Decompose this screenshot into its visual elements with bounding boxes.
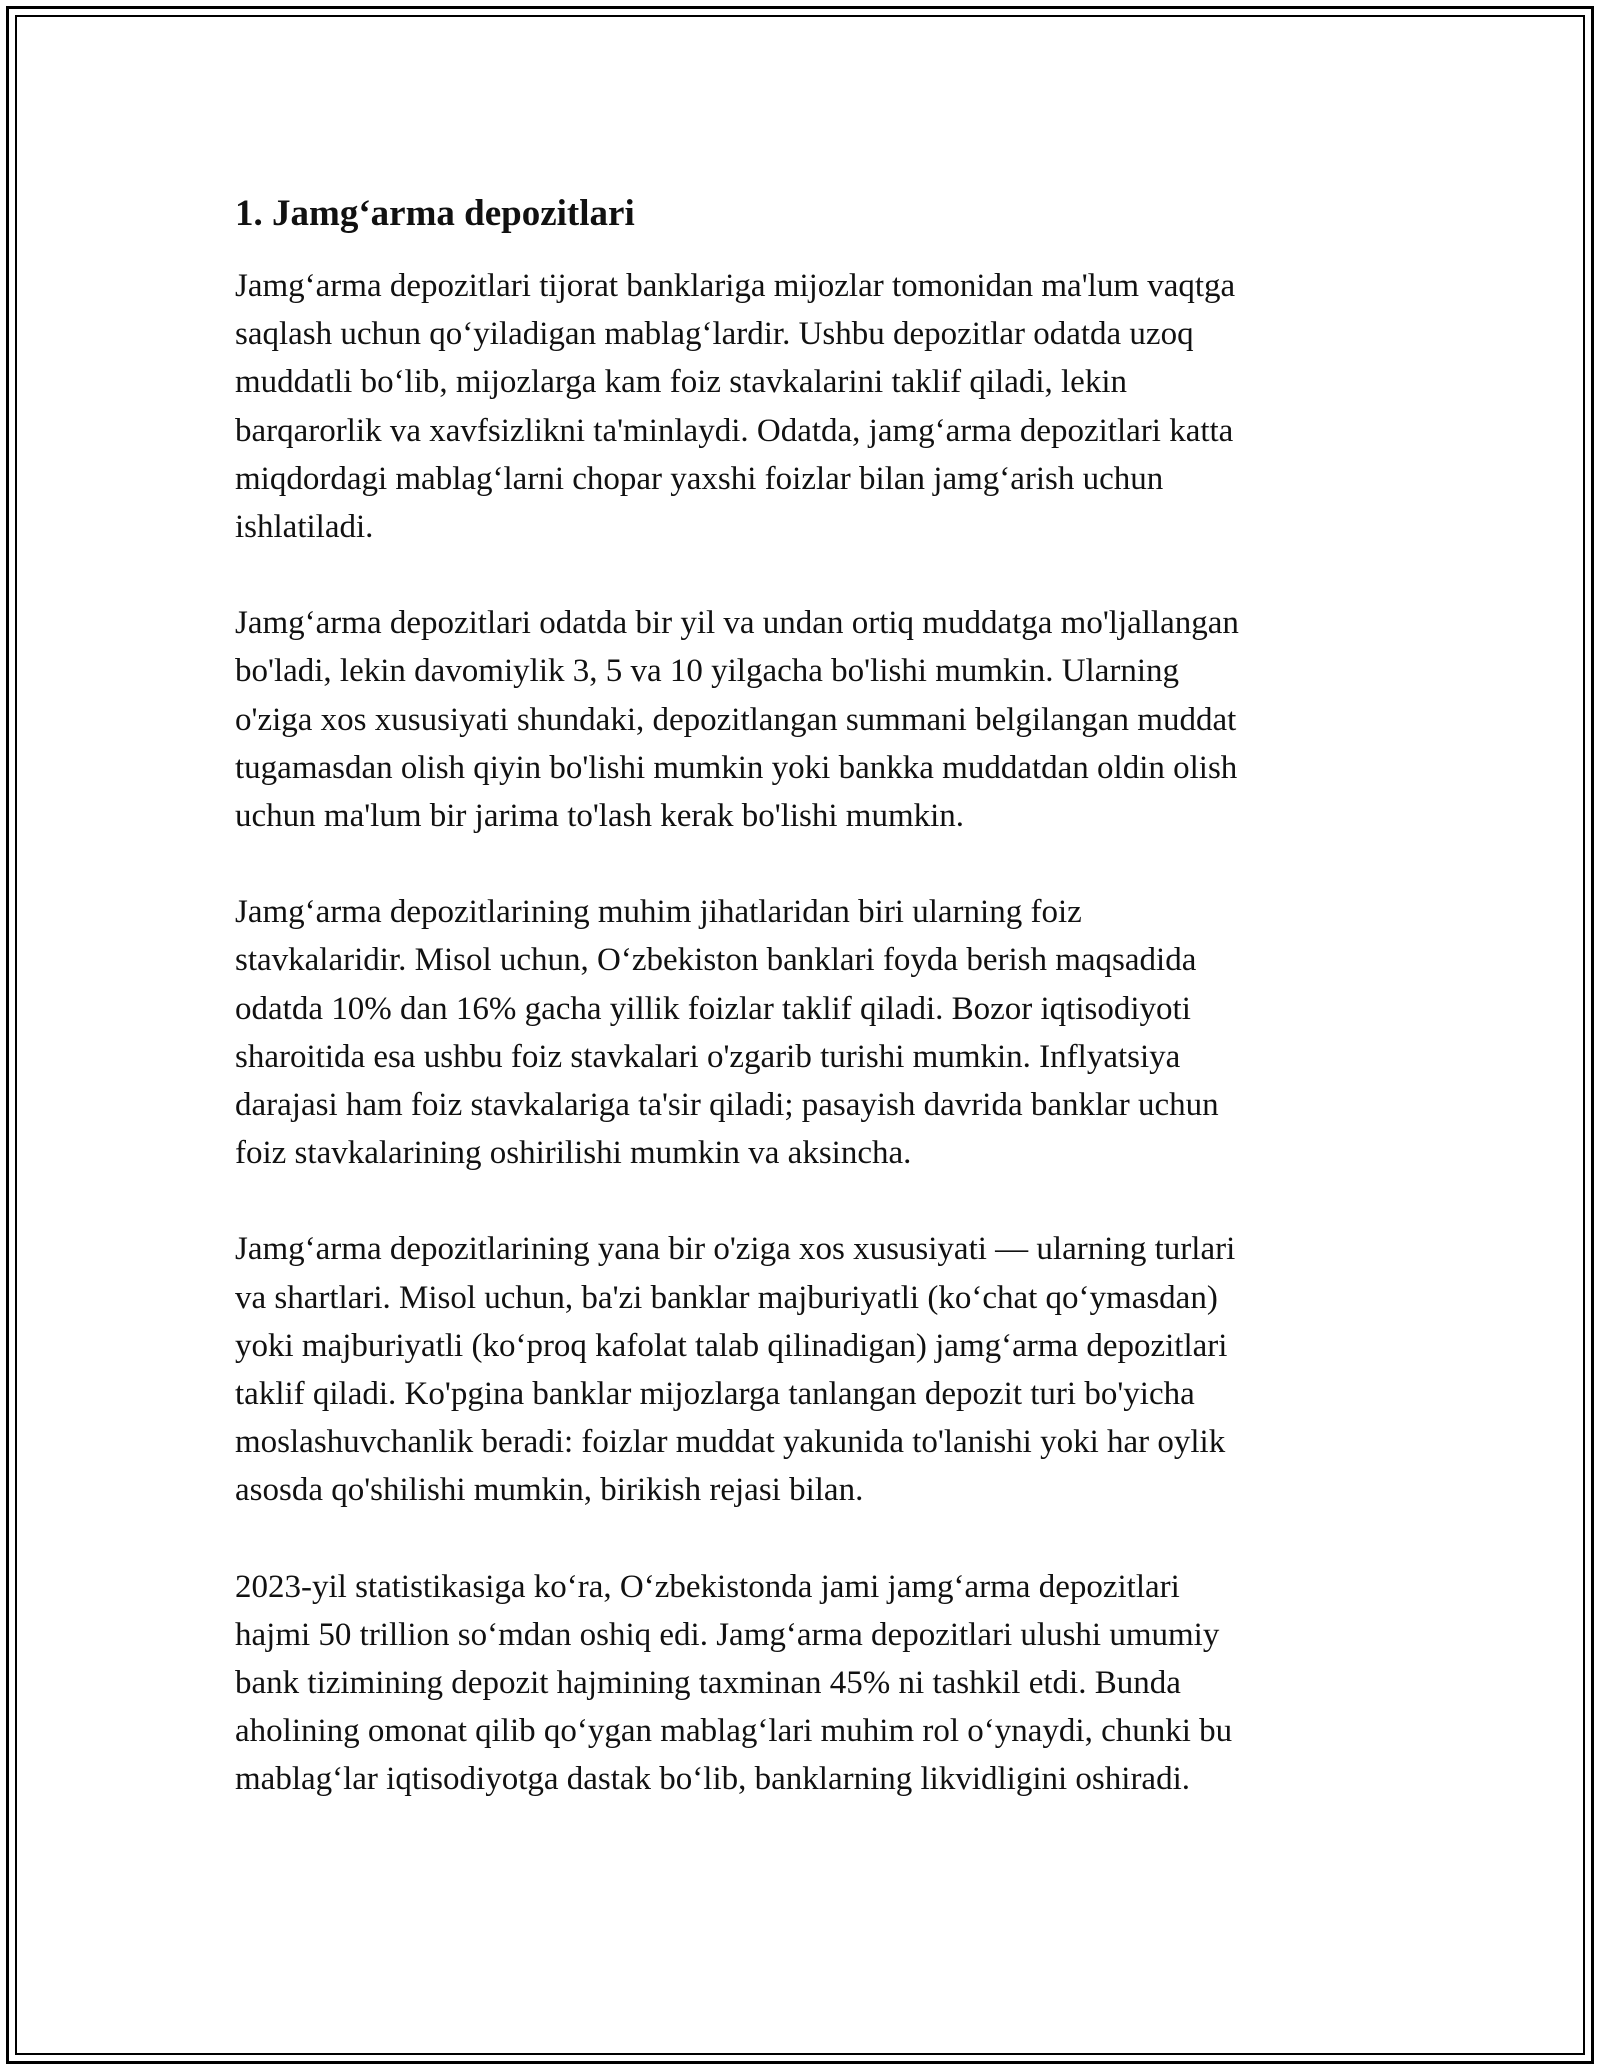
paragraph-4: [235, 1225, 1375, 1514]
paragraph-line: 2023-yil statistikasiga ko‘ra, O‘zbekistonda jami jamg‘arma depozitlari: [235, 1568, 1180, 1605]
paragraph-line: bank tizimining depozit hajmining taxminan 45% ni tashkil etdi. Bunda: [235, 1665, 1181, 1702]
paragraph-1: [235, 262, 1375, 551]
paragraph-line: Jamg‘arma depozitlari tijorat banklariga mijozlar tomonidan ma'lum vaqtga: [235, 268, 1236, 304]
paragraph-line: aholining omonat qilib qo‘ygan mablag‘lari muhim rol o‘ynaydi, chunki bu: [235, 1713, 1233, 1750]
paragraph-line: saqlash uchun qo‘yiladigan mablag‘lardir. Ushbu depozitlar odatda uzoq: [235, 316, 1194, 353]
paragraph-line: miqdordagi mablag‘larni chopar yaxshi foizlar bilan jamg‘arish uchun: [235, 460, 1164, 497]
paragraph-line: barqarorlik va xavfsizlikni ta'minlaydi. Odatda, jamg‘arma depozitlari katta: [235, 412, 1234, 449]
paragraph-line: mablag‘lar iqtisodiyotga dastak bo‘lib, banklarning likvidligini oshiradi.: [235, 1761, 1191, 1798]
paragraph-line: hajmi 50 trillion so‘mdan oshiq edi. Jamg‘arma depozitlari ulushi umumiy: [235, 1616, 1220, 1653]
paragraph-line: taklif qiladi. Ko'pgina banklar mijozlarga tanlangan depozit turi bo'yicha: [235, 1376, 1195, 1413]
document-body: [235, 186, 1375, 1852]
paragraph-line: yoki majburiyatli (ko‘proq kafolat talab qilinadigan) jamg‘arma depozitlari: [235, 1327, 1228, 1364]
section-heading: 1. Jamg‘arma depozitlari: [235, 193, 635, 234]
paragraph-line: Jamg‘arma depozitlarining yana bir o'ziga xos xususiyati — ularning turlari: [235, 1231, 1236, 1268]
paragraph-line: foiz stavkalarining oshirilishi mumkin va aksincha.: [235, 1135, 912, 1172]
paragraph-line: Jamg‘arma depozitlarining muhim jihatlaridan biri ularning foiz: [235, 894, 1082, 931]
paragraph-line: ishlatiladi.: [235, 509, 374, 546]
paragraph-5: [235, 1563, 1375, 1804]
paragraph-line: stavkalaridir. Misol uchun, O‘zbekiston banklari foyda berish maqsadida: [235, 942, 1197, 979]
paragraph-3: [235, 888, 1375, 1177]
paragraph-line: uchun ma'lum bir jarima to'lash kerak bo'lishi mumkin.: [235, 798, 965, 835]
paragraph-line: moslashuvchanlik beradi: foizlar muddat yakunida to'lanishi yoki har oylik: [235, 1424, 1226, 1461]
paragraph-line: Jamg‘arma depozitlari odatda bir yil va undan ortiq muddatga mo'ljallangan: [235, 605, 1239, 642]
paragraph-line: va shartlari. Misol uchun, ba'zi banklar majburiyatli (ko‘chat qo‘ymasdan): [235, 1279, 1218, 1316]
paragraph-line: tugamasdan olish qiyin bo'lishi mumkin yoki bankka muddatdan oldin olish: [235, 749, 1238, 786]
paragraph-line: bo'ladi, lekin davomiylik 3, 5 va 10 yilgacha bo'lishi mumkin. Ularning: [235, 653, 1180, 690]
paragraph-line: asosda qo'shilishi mumkin, birikish rejasi bilan.: [235, 1472, 864, 1509]
paragraph-line: muddatli bo‘lib, mijozlarga kam foiz stavkalarini taklif qiladi, lekin: [235, 364, 1127, 401]
paragraph-line: darajasi ham foiz stavkalariga ta'sir qiladi; pasayish davrida banklar uchun: [235, 1087, 1219, 1124]
paragraph-2: [235, 599, 1375, 840]
paragraph-line: odatda 10% dan 16% gacha yillik foizlar taklif qiladi. Bozor iqtisodiyoti: [235, 990, 1191, 1027]
paragraph-line: o'ziga xos xususiyati shundaki, depozitlangan summani belgilangan muddat: [235, 701, 1237, 738]
paragraph-line: sharoitida esa ushbu foiz stavkalari o'zgarib turishi mumkin. Inflyatsiya: [235, 1038, 1181, 1075]
